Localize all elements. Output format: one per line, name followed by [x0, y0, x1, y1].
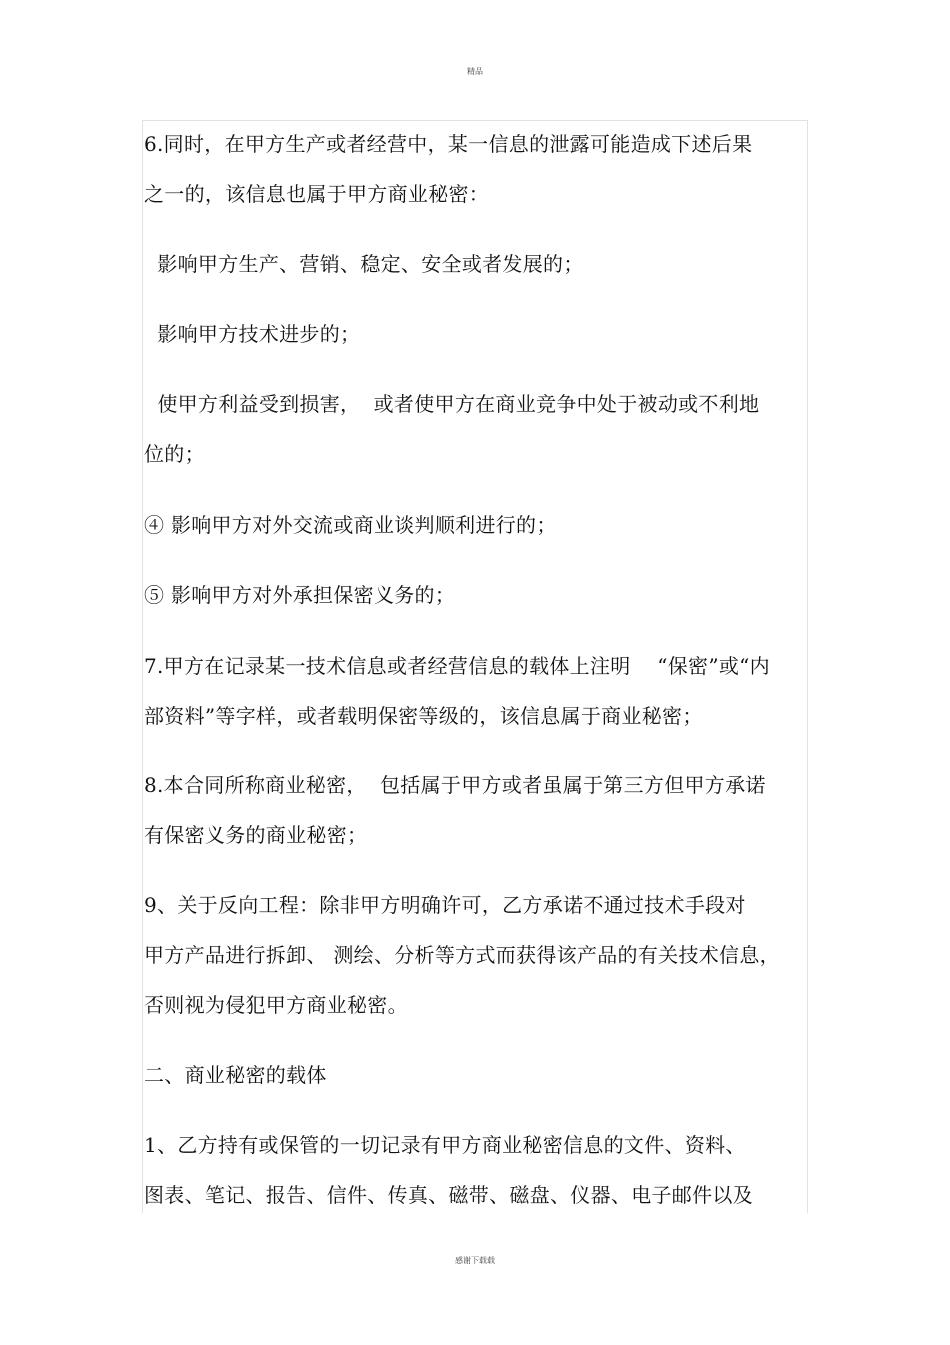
section-heading: 二、商业秘密的载体 — [144, 1063, 327, 1087]
paragraph-line: 8.本合同所称商业秘密， 包括属于甲方或者虽属于第三方但甲方承诺 — [144, 773, 766, 797]
paragraph-line: 9、关于反向工程：除非甲方明确许可，乙方承诺不通过技术手段对 — [144, 893, 746, 917]
list-item: 影响甲方生产、营销、稳定、安全或者发展的； — [144, 252, 584, 276]
paragraph-line: 甲方产品进行拆卸、 测绘、分析等方式而获得该产品的有关技术信息， — [144, 943, 780, 967]
paragraph-line: 6.同时，在甲方生产或者经营中，某一信息的泄露可能造成下述后果 — [144, 132, 753, 156]
paragraph-line: 有保密义务的商业秘密； — [144, 823, 368, 847]
list-item: ⑤ 影响甲方对外承担保密义务的； — [144, 583, 456, 607]
paragraph-line: 1、乙方持有或保管的一切记录有甲方商业秘密信息的文件、资料、 — [144, 1133, 746, 1157]
paragraph-line: 部资料”等字样，或者载明保密等级的，该信息属于商业秘密； — [144, 704, 703, 728]
list-item: ④ 影响甲方对外交流或商业谈判顺利进行的； — [144, 513, 557, 537]
paragraph-line: 位的； — [144, 442, 205, 466]
paragraph-line: 图表、笔记、报告、信件、传真、磁带、磁盘、仪器、电子邮件以及 — [144, 1183, 753, 1207]
paragraph-line: 之一的，该信息也属于甲方商业秘密： — [144, 182, 490, 206]
list-item: 影响甲方技术进步的； — [144, 322, 361, 346]
page-header: 精品 — [467, 67, 483, 76]
list-item: 使甲方利益受到损害， 或者使甲方在商业竞争中处于被动或不利地 — [144, 392, 760, 416]
paragraph-line: 7.甲方在记录某一技术信息或者经营信息的载体上注明 “保密”或“内 — [144, 654, 770, 678]
page-footer: 感谢下载载 — [455, 1256, 495, 1265]
paragraph-line: 否则视为侵犯甲方商业秘密。 — [144, 993, 408, 1017]
